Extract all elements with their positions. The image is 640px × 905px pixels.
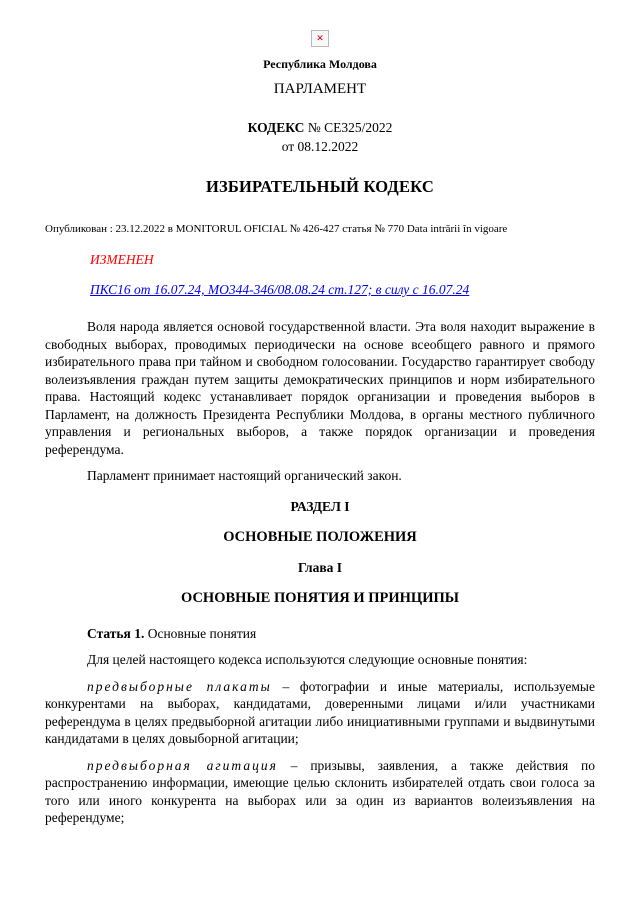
code-number-line [45,120,595,136]
broken-image-x-icon: ✕ [316,33,324,43]
definition-text-posters: – фотографии и иные материалы, используемые конкурентами на выборах, кандидатами, доверенными лицами и/или участниками референдума в целях предвыборной агитации либо инициативными группами и выдвинутыми кандидатами в целях довыборной агитации; [45,678,595,746]
country-name: Республика Молдова [263,57,377,71]
article-heading [45,625,595,643]
chapter-title: ОСНОВНЫЕ ПОНЯТИЯ И ПРИНЦИПЫ [181,589,459,606]
code-date: от 08.12.2022 [281,139,359,154]
definition-paragraph-agitation [45,757,595,827]
code-number: № CE325/2022 [304,120,393,135]
amendment-link[interactable]: ПКС16 от 16.07.24, МО344-346/08.08.24 ст.127; в силу с 16.07.24 [90,282,470,297]
document-title: ИЗБИРАТЕЛЬНЫЙ КОДЕКС [205,177,435,196]
definition-text-agitation: – призывы, заявления, а также действия по распространению информации, имеющие целью склонить избирателей отдать свои голоса за того или иного конкурента на выборах или за один из вариантов волеизъявления на референдуме; [45,757,595,825]
broken-image-icon [311,30,329,47]
definition-term-posters: предвыборные плакаты [87,678,272,694]
section-heading: РАЗДЕЛ I [290,498,350,514]
article-number: Статья 1. [87,625,145,641]
article-title: Основные понятия [144,625,257,641]
amended-status: ИЗМЕНЕН [90,252,154,267]
preamble-paragraph-2: Парламент принимает настоящий органический закон. [87,468,402,483]
definition-term-agitation: предвыборная агитация [87,757,278,773]
definition-paragraph-posters [45,678,595,748]
section-title: ОСНОВНЫЕ ПОЛОЖЕНИЯ [223,528,417,545]
publication-line: Опубликован : 23.12.2022 в MONITORUL OFICIAL № 426-427 статья № 770 Data intrării în vigoare [45,223,508,235]
preamble-paragraph-1: Воля народа является основой государственной власти. Эта воля находит выражение в свободных выборах, проводимых периодически на основе всеобщего равного и прямого избирательного права при тайном и свободном голосовании. Государство гарантирует свободу волеизъявления граждан путем защиты демократических принципов и норм избирательного права. Настоящий кодекс устанавливает порядок организации и проведения выборов в Парламент, на должность Президента Республики Молдова, в органы местного публичного управления и региональных выборов, а также порядок организации и проведения референдума. [45,319,595,457]
article-intro: Для целей настоящего кодекса используются следующие основные понятия: [87,652,528,667]
institution-name: ПАРЛАМЕНТ [273,81,367,97]
code-label: КОДЕКС [247,120,305,135]
amendment-link-row [90,282,595,298]
chapter-heading: Глава I [297,559,343,575]
